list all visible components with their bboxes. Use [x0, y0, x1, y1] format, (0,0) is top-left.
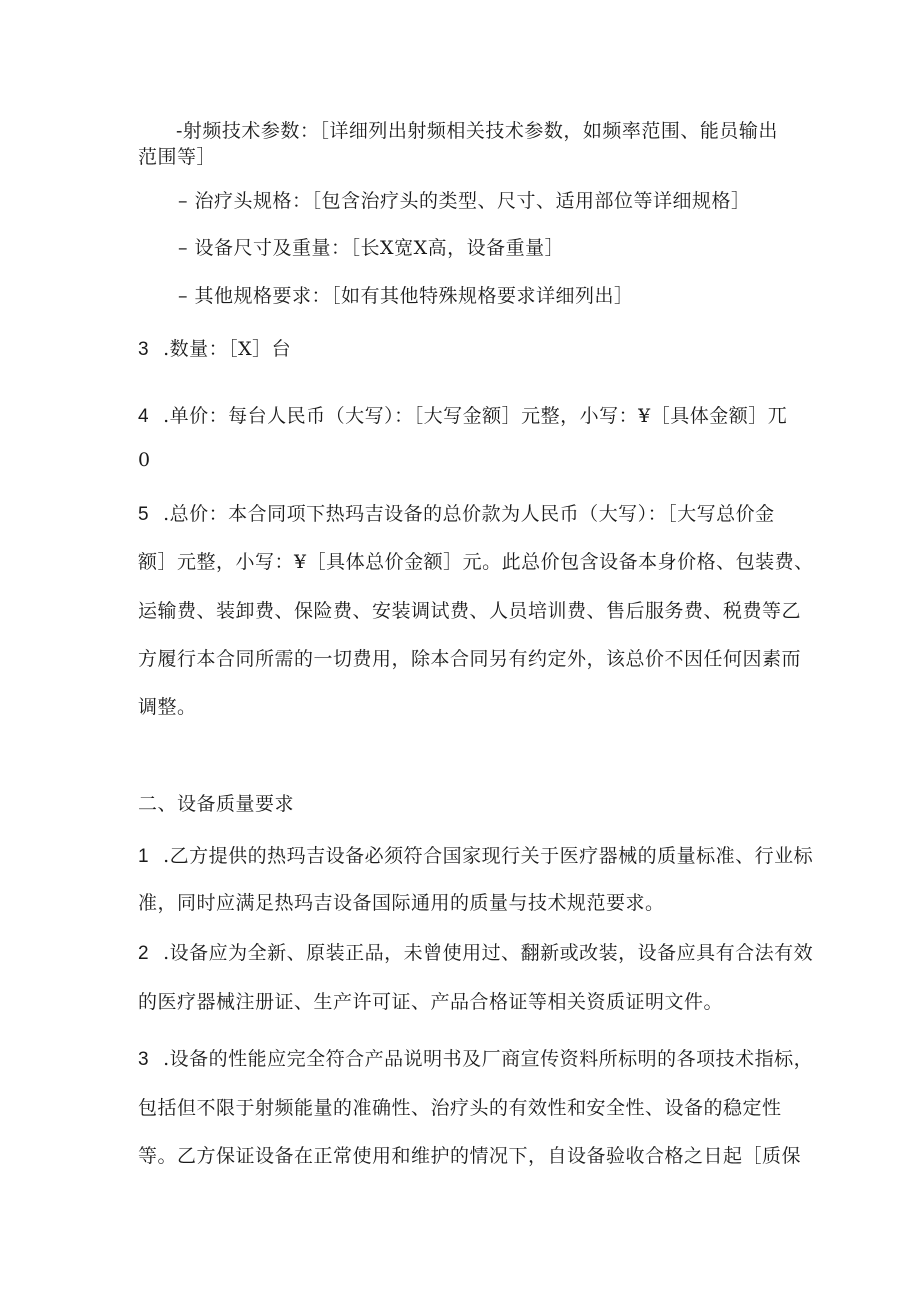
item-number: 4	[138, 406, 150, 427]
spec-treatment-head: – 治疗头规格：［包含治疗头的类型、尺寸、适用部位等详细规格］	[178, 190, 751, 212]
item-number: 3	[138, 1049, 150, 1070]
item-text: .设备的性能应完全符合产品说明书及厂商宣传资料所标明的各项技术指标，	[163, 1048, 814, 1070]
item-quantity	[138, 334, 291, 361]
item-text: .数量：［X］台	[163, 338, 292, 360]
item-number: 2	[138, 943, 150, 964]
quality-item-2-cont: 的医疗器械注册证、生产许可证、产品合格证等相关资质证明文件。	[138, 991, 724, 1013]
spec-other: – 其他规格要求：［如有其他特殊规格要求详细列出］	[178, 285, 634, 307]
item-text: .总价：本合同项下热玛吉设备的总价款为人民币（大写）：［大写总价金	[163, 503, 775, 525]
item-number: 3	[138, 339, 150, 360]
item-total-price	[138, 499, 775, 526]
spec-rf-params-cont: 范围等］	[138, 146, 217, 168]
quality-item-1-cont: 准，同时应满足热玛吉设备国际通用的质量与技术规范要求。	[138, 892, 665, 914]
item-total-price-line2: 额］元整，小写：¥［具体总价金额］元。此总价包含设备本身价格、包装费、	[138, 551, 814, 573]
item-text: .乙方提供的热玛吉设备必须符合国家现行关于医疗器械的质量标准、行业标	[163, 845, 814, 867]
item-text: .设备应为全新、原装正品，未曾使用过、翻新或改装，设备应具有合法有效	[163, 942, 814, 964]
quality-item-3-line3: 等。乙方保证设备在正常使用和维护的情况下，自设备验收合格之日起［质保	[138, 1145, 802, 1167]
section-heading-quality: 二、设备质量要求	[138, 793, 295, 815]
item-total-price-line5: 调整。	[138, 696, 197, 718]
quality-item-1	[138, 841, 813, 868]
quality-item-2	[138, 938, 813, 965]
item-number: 5	[138, 504, 150, 525]
item-total-price-line4: 方履行本合同所需的一切费用，除本合同另有约定外，该总价不因任何因素而	[138, 648, 802, 670]
item-unit-price	[138, 401, 787, 428]
spec-size-weight: – 设备尺寸及重量：［长X宽X高，设备重量］	[178, 237, 565, 259]
spec-rf-params: -射频技术参数：［详细列出射频相关技术参数，如频率范围、能员输出	[176, 120, 778, 142]
item-number: 1	[138, 846, 150, 867]
item-unit-price-cont: 0	[138, 449, 151, 471]
quality-item-3	[138, 1044, 813, 1071]
item-total-price-line3: 运输费、装卸费、保险费、安装调试费、人员培训费、售后服务费、税费等乙	[138, 600, 802, 622]
quality-item-3-line2: 包括但不限于射频能量的准确性、治疗头的有效性和安全性、设备的稳定性	[138, 1097, 782, 1119]
item-text: .单价：每台人民币（大写）：［大写金额］元整，小写：¥［具体金额］兀	[163, 405, 788, 427]
